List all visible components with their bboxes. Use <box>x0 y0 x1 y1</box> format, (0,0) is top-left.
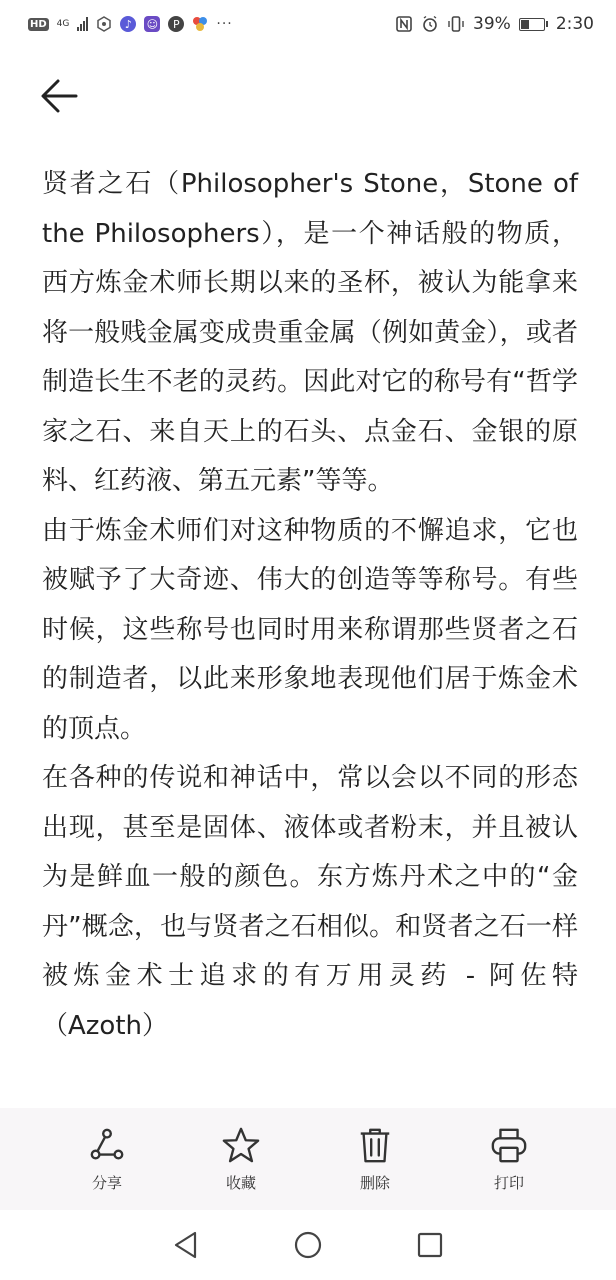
multicolor-app-icon <box>192 16 208 32</box>
triangle-back-icon[interactable] <box>171 1230 201 1260</box>
status-left <box>28 16 233 32</box>
print-label: 打印 <box>493 1173 524 1192</box>
network-label: 4G <box>56 18 70 29</box>
hd-badge: HD <box>30 18 47 30</box>
p-app-icon: P <box>168 16 184 32</box>
action-bar <box>0 1108 616 1210</box>
article-paragraph-3: 在各种的传说和神话中，常以会以不同的形态出现，甚至是固体、液体或者粉末，并且被认为是鲜血一般的颜色。东方炼丹术之中的“金丹”概念，也与贤者之石相似。和贤者之石一样被炼金术士追求的有万用灵药 - 阿佐特（Azoth） <box>42 763 578 1041</box>
star-icon <box>222 1126 260 1164</box>
square-recents-icon[interactable] <box>415 1230 445 1260</box>
share-label: 分享 <box>91 1173 122 1192</box>
network-type <box>57 20 70 29</box>
article-paragraph-1: 贤者之石（Philosopher's Stone，Stone of the Philosophers），是一个神话般的物质，西方炼金术师长期以来的圣杯，被认为能拿来将一般贱金属变成贵重金属（例如黄金），或者制造长生不老的灵药。因此对它的称号有“哲学家之石、来自天上的石头、点金石、金银的原料、红药液、第五元素”等等。 <box>42 169 578 496</box>
arrow-left-icon <box>36 72 84 120</box>
music-icon: ♪ <box>120 16 136 32</box>
trash-icon <box>356 1126 394 1164</box>
favorite-label: 收藏 <box>225 1173 256 1192</box>
hexagon-icon <box>96 16 112 32</box>
robot-icon: ☺ <box>144 16 160 32</box>
status-bar <box>0 0 616 48</box>
delete-label: 删除 <box>359 1173 390 1192</box>
back-button[interactable] <box>36 72 84 120</box>
share-button[interactable] <box>62 1126 152 1193</box>
status-right <box>395 14 594 34</box>
article-body <box>42 160 578 1051</box>
circle-home-icon[interactable] <box>293 1230 323 1260</box>
vibrate-icon <box>447 15 465 33</box>
clock-time: 2:30 <box>555 14 594 34</box>
battery-percent: 39% <box>473 14 511 34</box>
share-icon <box>88 1126 126 1164</box>
printer-icon <box>490 1126 528 1164</box>
signal-icon <box>77 17 88 31</box>
nfc-icon <box>395 15 413 33</box>
navigation-bar <box>0 1210 616 1280</box>
battery-icon <box>519 18 548 31</box>
article-paragraph-2: 由于炼金术师们对这种物质的不懈追求，它也被赋予了大奇迹、伟大的创造等等称号。有些时候，这些称号也同时用来称谓那些贤者之石的制造者，以此来形象地表现他们居于炼金术的顶点。 <box>42 515 578 744</box>
favorite-button[interactable] <box>196 1126 286 1193</box>
alarm-icon <box>421 15 439 33</box>
print-button[interactable] <box>464 1126 554 1193</box>
delete-button[interactable] <box>330 1126 420 1193</box>
more-notifications-icon: ··· <box>216 16 233 32</box>
